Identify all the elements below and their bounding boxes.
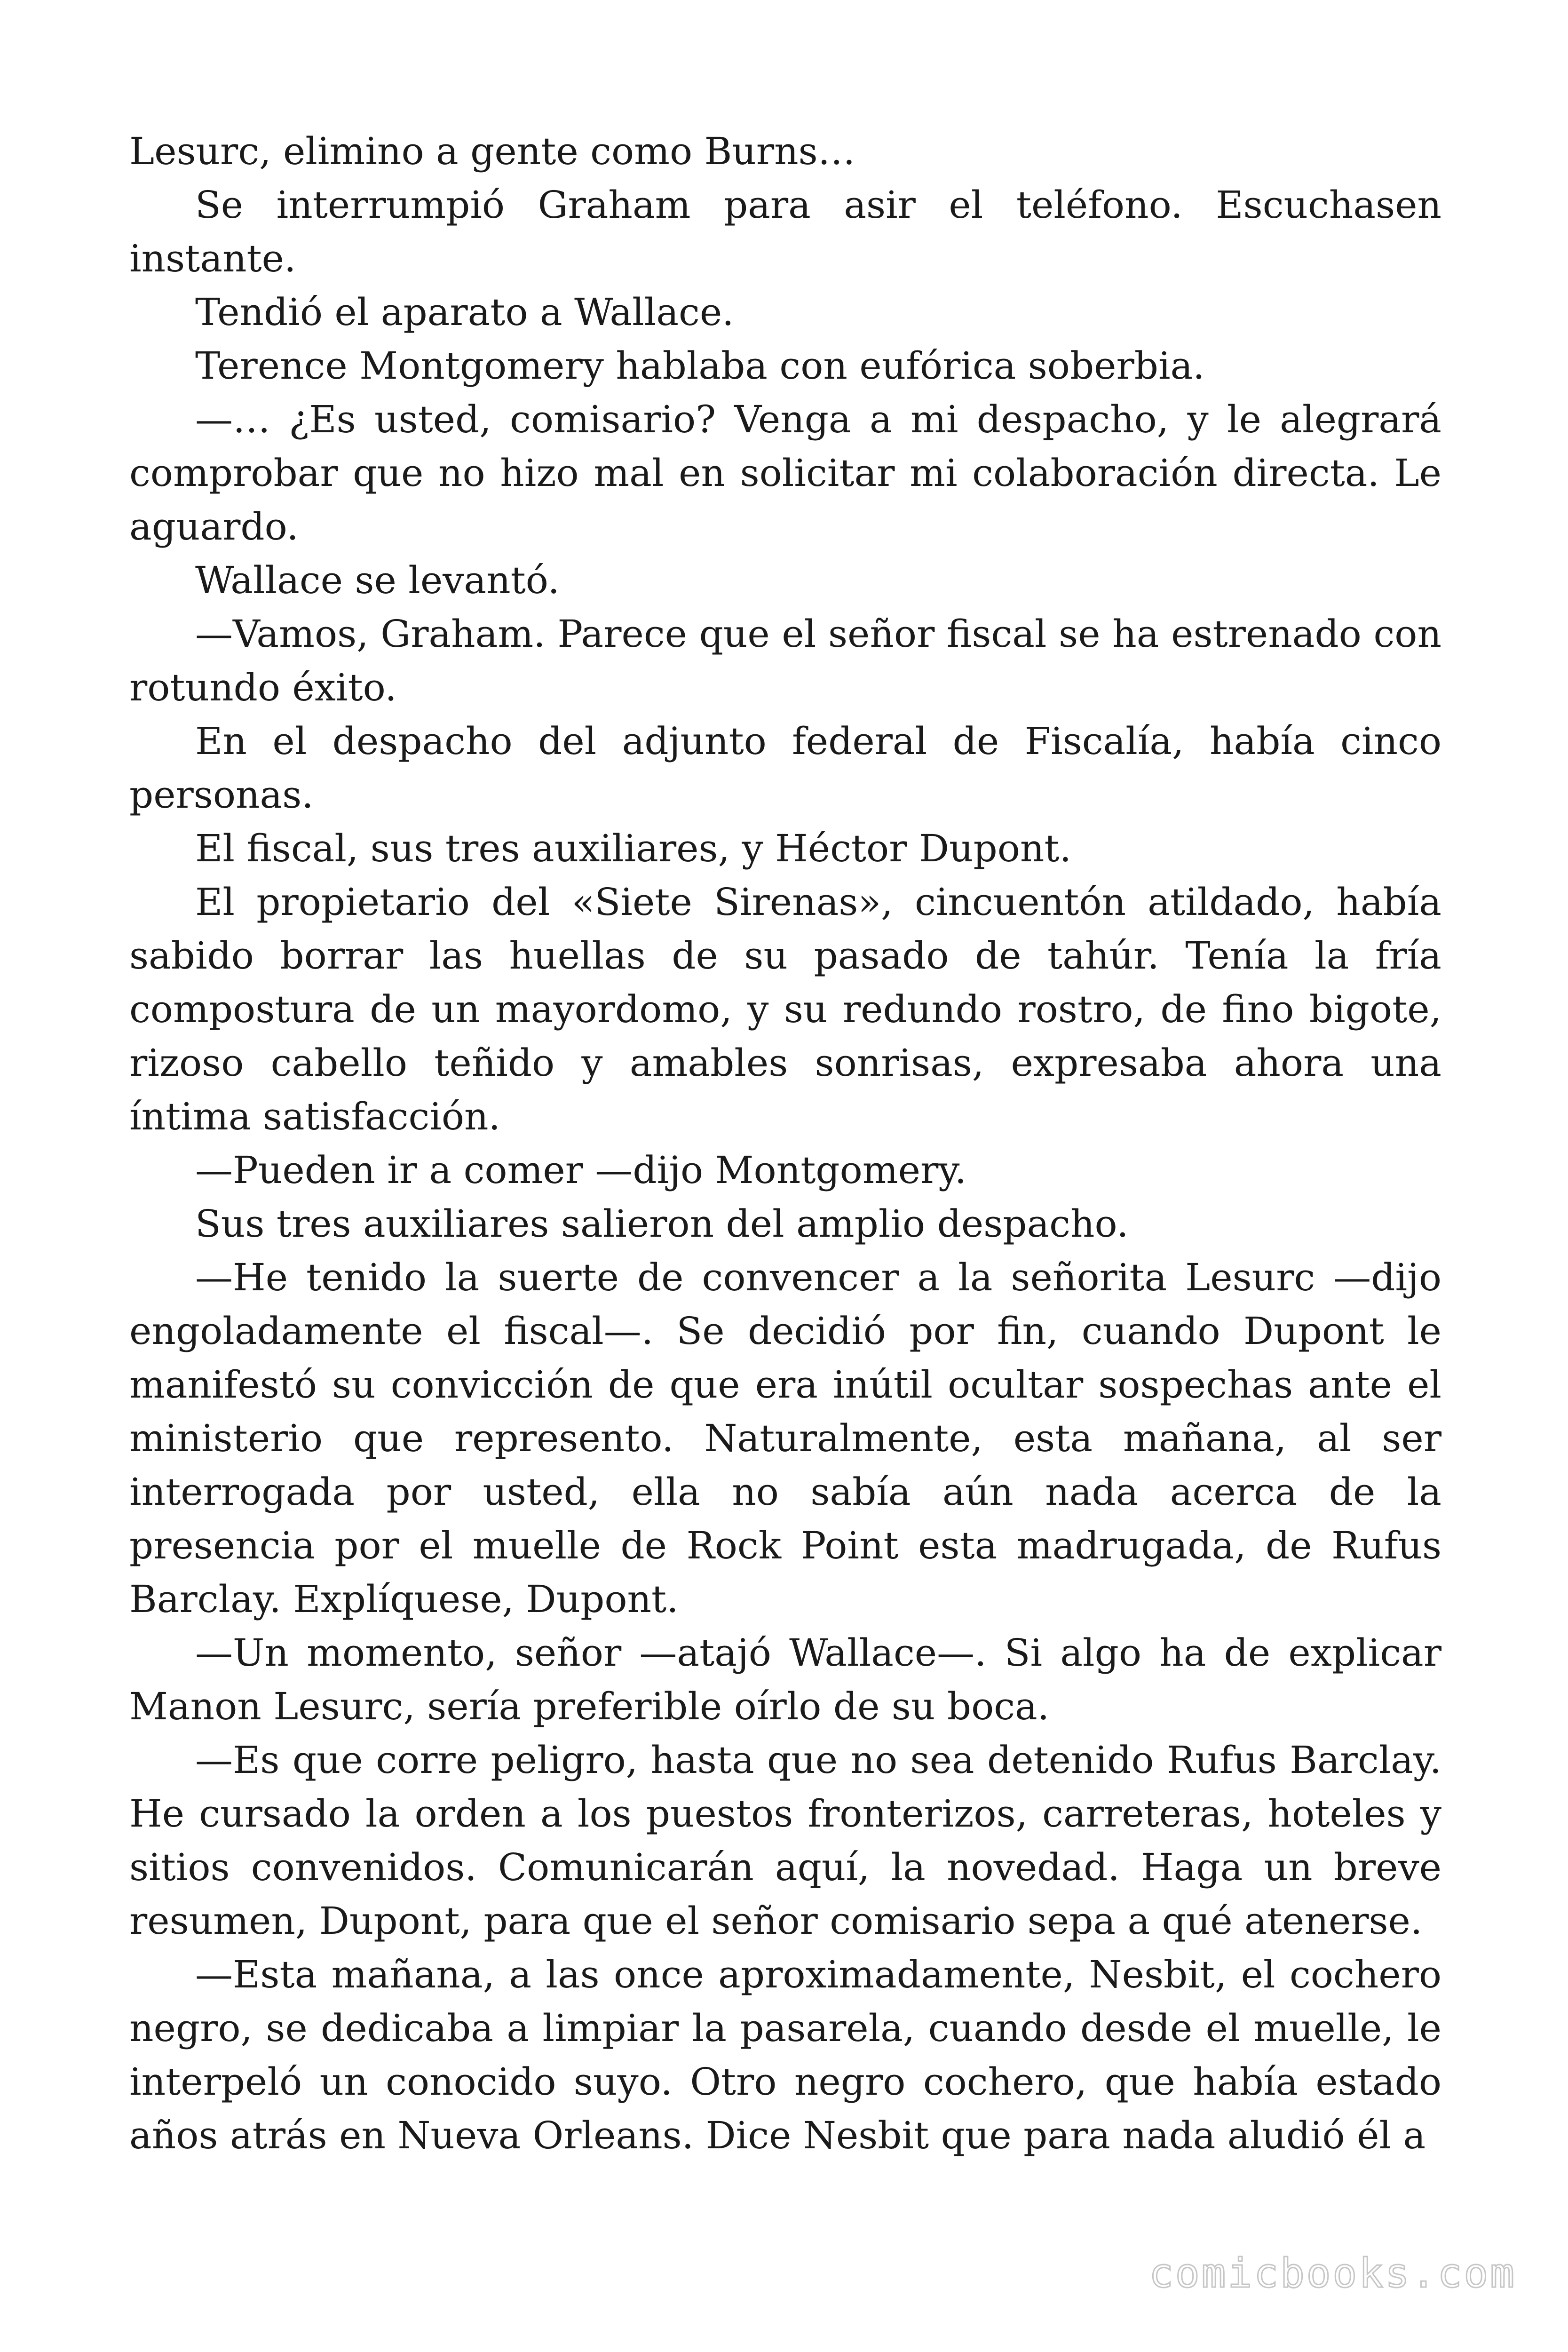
paragraph: —Un momento, señor —atajó Wallace—. Si algo ha de explicar Manon Lesurc, sería preferible oírlo de su boca. <box>129 1631 1441 1728</box>
paragraph: Lesurc, elimino a gente como Burns… <box>129 129 855 173</box>
paragraph: —Vamos, Graham. Parece que el señor fiscal se ha estrenado con rotundo éxito. <box>129 612 1441 709</box>
paragraph: En el despacho del adjunto federal de Fiscalía, había cinco personas. <box>129 719 1441 817</box>
body-text <box>129 125 1441 2162</box>
paragraph: Sus tres auxiliares salieron del amplio despacho. <box>195 1202 1129 1246</box>
paragraph: Se interrumpió Graham para asir el teléfono. Escuchasen instante. <box>129 183 1441 280</box>
paragraph: Terence Montgomery hablaba con eufórica soberbia. <box>195 344 1205 388</box>
watermark: comicbooks.com <box>1149 2250 1516 2297</box>
paragraph: El propietario del «Siete Sirenas», cincuentón atildado, había sabido borrar las huellas de su pasado de tahúr. Tenía la fría compostura de un mayordomo, y su redundo rostro, de fino bigote, rizoso cabello teñido y amables sonrisas, expresaba ahora una íntima satisfacción. <box>129 880 1441 1138</box>
paragraph: —Esta mañana, a las once aproximadamente, Nesbit, el cochero negro, se dedicaba a limpiar la pasarela, cuando desde el muelle, le interpeló un conocido suyo. Otro negro cochero, que había estado años atrás en Nueva Orleans. Dice Nesbit que para nada aludió él a <box>129 1953 1441 2157</box>
paragraph: —… ¿Es usted, comisario? Venga a mi despacho, y le alegrará comprobar que no hizo mal en solicitar mi colaboración directa. Le aguardo. <box>129 397 1441 548</box>
paragraph: Tendió el aparato a Wallace. <box>195 290 734 334</box>
paragraph: —He tenido la suerte de convencer a la señorita Lesurc —dijo engoladamente el fiscal—. Se decidió por fin, cuando Dupont le manifestó su convicción de que era inútil ocultar sospechas ante el ministerio que represento. Naturalmente, esta mañana, al ser interrogada por usted, ella no sabía aún nada acerca de la presencia por el muelle de Rock Point esta madrugada, de Rufus Barclay. Explíquese, Dupont. <box>129 1255 1441 1621</box>
paragraph: Wallace se levantó. <box>195 558 560 602</box>
paragraph: —Es que corre peligro, hasta que no sea detenido Rufus Barclay. He cursado la orden a los puestos fronterizos, carreteras, hoteles y sitios convenidos. Comunicarán aquí, la novedad. Haga un breve resumen, Dupont, para que el señor comisario sepa a qué atenerse. <box>129 1738 1441 1943</box>
paragraph: —Pueden ir a comer —dijo Montgomery. <box>195 1148 967 1192</box>
paragraph: El fiscal, sus tres auxiliares, y Héctor Dupont. <box>195 826 1072 870</box>
